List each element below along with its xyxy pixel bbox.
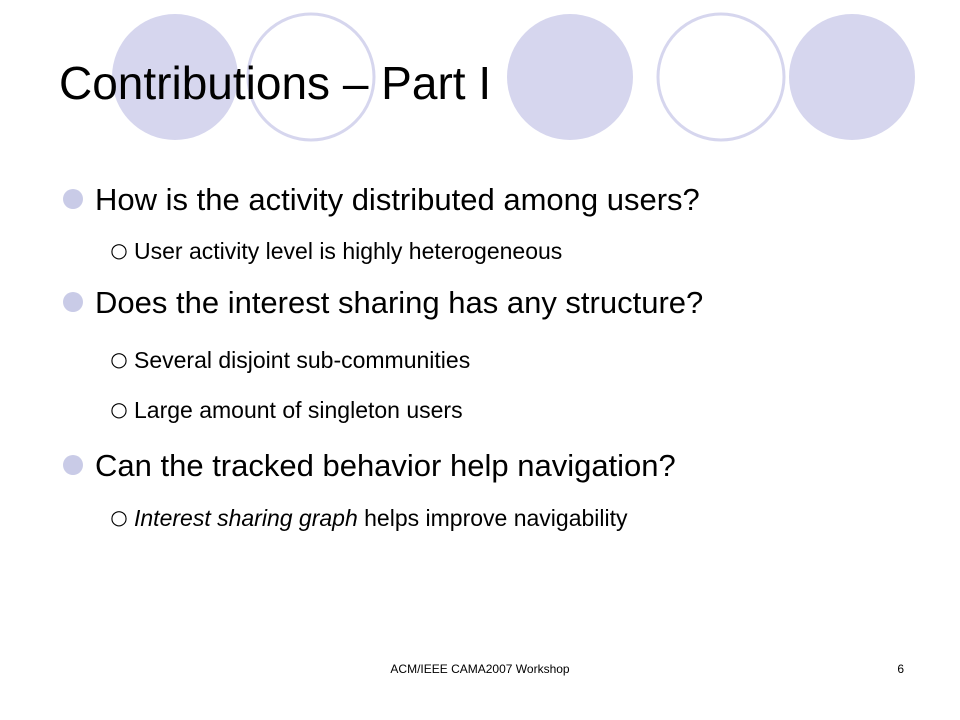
bullet-item: Does the interest sharing has any structure?: [95, 285, 704, 320]
bullet-dot: [63, 455, 83, 475]
slide-footer: ACM/IEEE CAMA2007 Workshop: [390, 662, 570, 676]
sub-bullet-item: [134, 240, 562, 263]
slide-title: Contributions – Part I: [59, 57, 492, 109]
sub-bullet-item: [134, 507, 628, 530]
deco-ring-4: [658, 14, 784, 140]
sub-bullet-marker-icon: ○: [110, 397, 128, 421]
deco-circle-3: [507, 14, 633, 140]
sub-bullet-item: [134, 399, 463, 422]
deco-circle-5: [789, 14, 915, 140]
sub-bullet-marker-icon: ○: [110, 347, 128, 371]
sub-bullet-text: User activity level is highly heterogeneous: [134, 238, 563, 264]
sub-bullet-marker-icon: ○: [110, 505, 128, 529]
sub-bullet-item: [134, 349, 470, 372]
page-number: 6: [897, 662, 904, 676]
sub-bullet-marker-icon: ○: [110, 238, 128, 262]
bullet-dot: [63, 189, 83, 209]
sub-bullet-text-italic: Interest sharing graph: [134, 505, 358, 531]
sub-bullet-text: Large amount of singleton users: [134, 397, 463, 423]
sub-bullet-text: helps improve navigability: [357, 505, 628, 531]
bullet-item: Can the tracked behavior help navigation?: [95, 448, 676, 483]
sub-bullet-text: Several disjoint sub-communities: [134, 347, 471, 373]
bullet-dot: [63, 292, 83, 312]
bullet-item: How is the activity distributed among users?: [95, 182, 700, 217]
